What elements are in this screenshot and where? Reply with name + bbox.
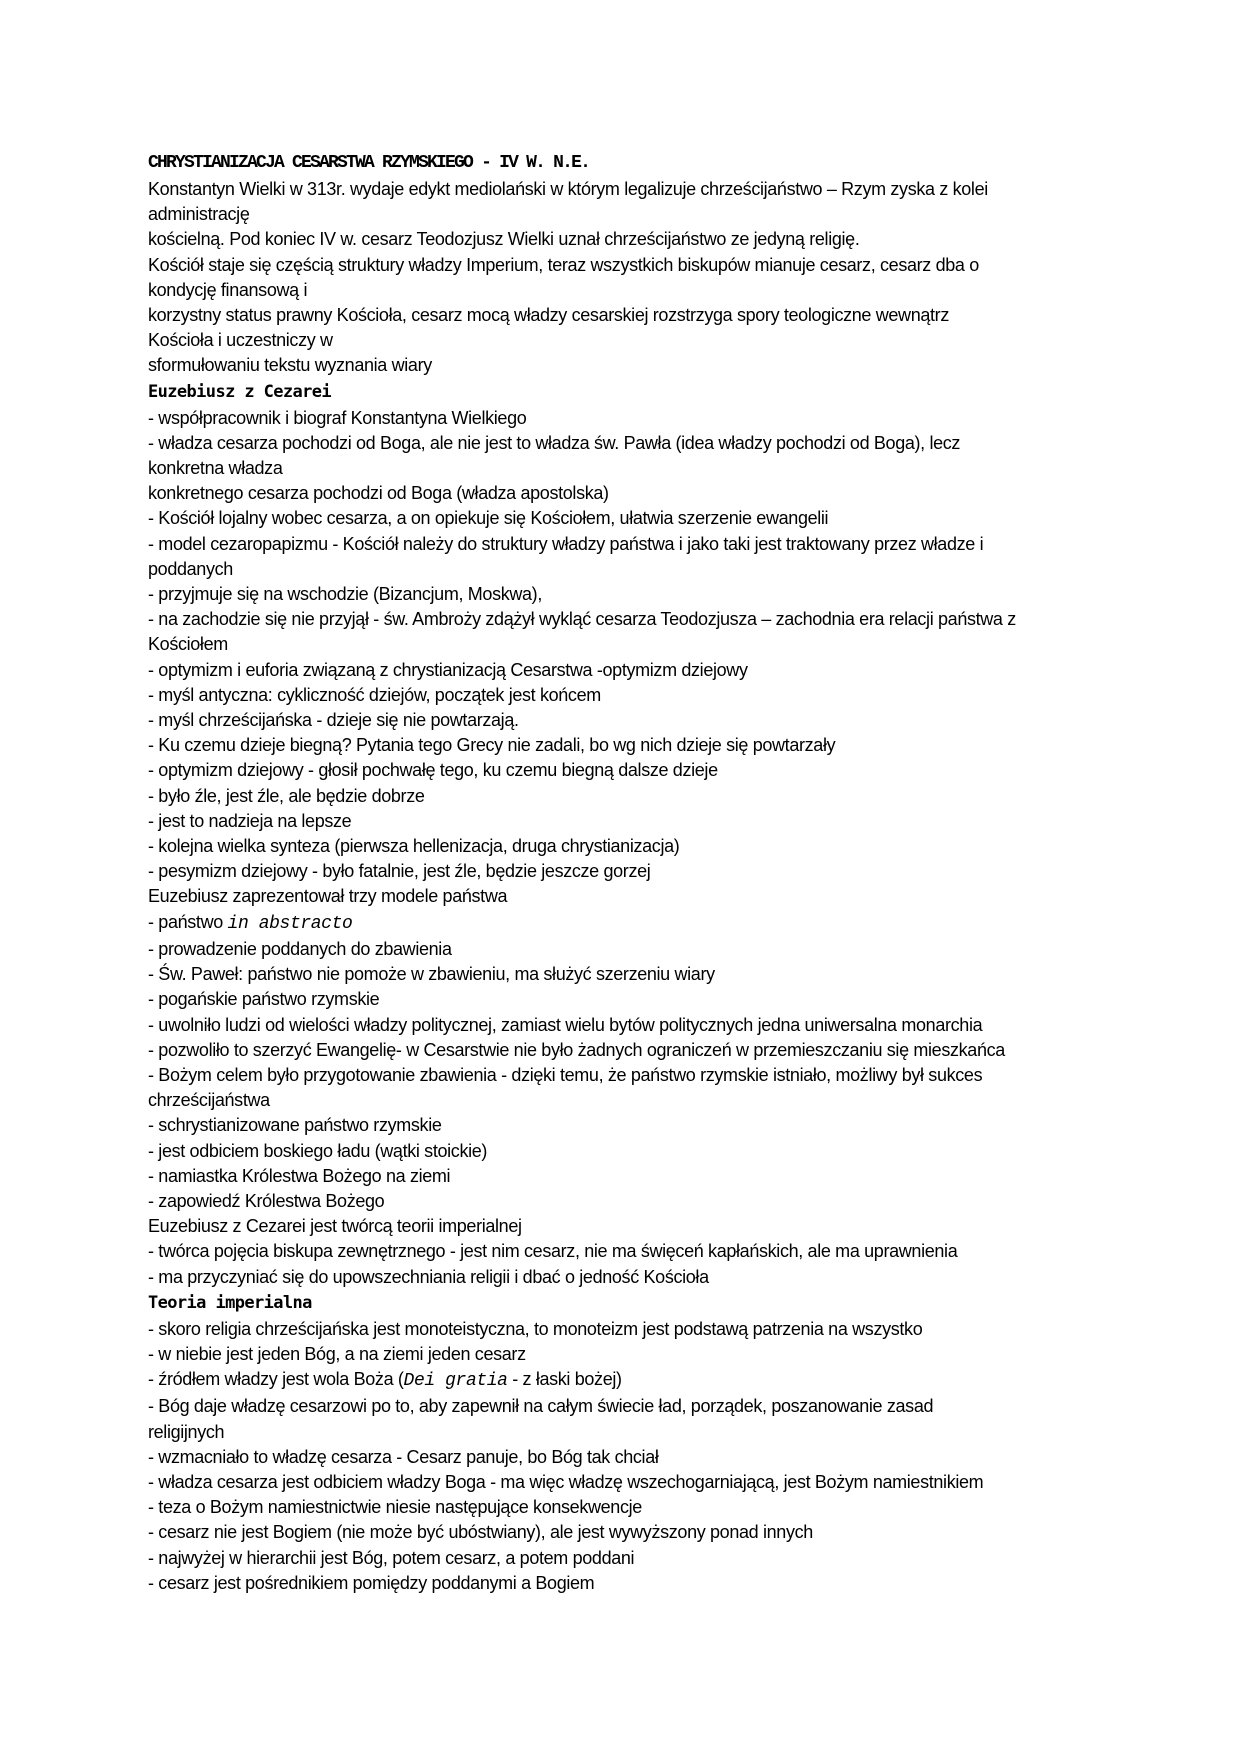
text-line: - optymizm i euforia związaną z chrystianizacją Cesarstwa -optymizm dziejowy [148,659,748,680]
text-line: - namiastka Królestwa Bożego na ziemi [148,1165,451,1186]
text-line: - jest odbiciem boskiego ładu (wątki stoickie) [148,1140,488,1161]
text-line: - twórca pojęcia biskupa zewnętrznego - jest nim cesarz, nie ma święceń kapłańskich, ale ma uprawnienia [148,1241,958,1262]
text-line: - Kościół lojalny wobec cesarza, a on opiekuje się Kościołem, ułatwia szerzenie ewangelii [148,508,829,529]
text-segment: - źródłem władzy jest wola Boża ( [148,1369,404,1390]
text-line: - myśl chrześcijańska - dzieje się nie powtarzają. [148,710,519,731]
intro-line: kościelną. Pod koniec IV w. cesarz Teodozjusz Wielki uznał chrześcijaństwo ze jedyną religię. [148,229,860,250]
text-line: - było źle, jest źle, ale będzie dobrze [148,785,425,806]
text-line: - model cezaropapizmu - Kościół należy do struktury władzy państwa i jako taki jest traktowany przez władze i [148,533,984,554]
text-line: - schrystianizowane państwo rzymskie [148,1115,442,1136]
text-line: - myśl antyczna: cykliczność dziejów, początek jest końcem [148,684,601,705]
text-line: - pesymizm dziejowy - było fatalnie, jest źle, będzie jeszcze gorzej [148,861,651,882]
intro-line: sformułowaniu tekstu wyznania wiary [148,355,432,376]
text-line: poddanych [148,558,233,579]
text-line: - cesarz jest pośrednikiem pomiędzy poddanymi a Bogiem [148,1572,595,1593]
document-page [148,150,1108,1596]
text-line: Kościołem [148,634,228,655]
text-segment: - z łaski bożej) [507,1369,622,1390]
text-line: - jest to nadzieja na lepsze [148,810,352,831]
text-line: - teza o Bożym namiestnictwie niesie następujące konsekwencje [148,1497,642,1518]
text-line: - Ku czemu dzieje biegną? Pytania tego Grecy nie zadali, bo wg nich dzieje się powtarzały [148,735,836,756]
text-line: - skoro religia chrześcijańska jest monoteistyczna, to monoteizm jest podstawą patrzenia na wszystko [148,1318,923,1339]
text-line: - władza cesarza jest odbiciem władzy Boga - ma więc władzę wszechogarniającą, jest Bożym namiestnikiem [148,1471,984,1492]
document-title: CHRYSTIANIZACJA CESARSTWA RZYMSKIEGO - IV W. N.E. [148,153,590,173]
text-line: - najwyżej w hierarchii jest Bóg, potem cesarz, a potem poddani [148,1547,635,1568]
text-line: - władza cesarza pochodzi od Boga, ale nie jest to władza św. Pawła (idea władzy pochodzi od Boga), lecz [148,432,961,453]
intro-line: korzystny status prawny Kościoła, cesarz mocą władzy cesarskiej rozstrzyga spory teologiczne wewnątrz [148,305,949,326]
text-line: konkretna władza [148,458,283,479]
intro-line: Konstantyn Wielki w 313r. wydaje edykt mediolański w którym legalizuje chrześcijaństwo – Rzym zyska z kolei [148,179,988,199]
text-line: - kolejna wielka synteza (pierwsza hellenizacja, druga chrystianizacja) [148,836,680,857]
text-line: - zapowiedź Królestwa Bożego [148,1190,385,1211]
intro-line: administrację [148,204,250,225]
intro-line: Kościoła i uczestniczy w [148,330,333,351]
text-line: - Św. Paweł: państwo nie pomoże w zbawieniu, ma służyć szerzeniu wiary [148,964,715,985]
text-line: konkretnego cesarza pochodzi od Boga (władza apostolska) [148,483,609,504]
text-line: chrześcijaństwa [148,1090,270,1111]
text-segment: - państwo [148,911,228,932]
text-line: religijnych [148,1421,225,1442]
text-line: - Bóg daje władzę cesarzowi po to, aby zapewnił na całym świecie ład, porządek, poszanowanie zasad [148,1396,934,1417]
latin-phrase: in abstracto [227,913,353,934]
text-line: - ma przyczyniać się do upowszechniania religii i dbać o jedność Kościoła [148,1266,709,1287]
text-line: - uwolniło ludzi od wielości władzy politycznej, zamiast wielu bytów politycznych jedna uniwersalna monarchia [148,1014,983,1035]
text-line: Euzebiusz zaprezentował trzy modele państwa [148,886,508,907]
text-line: - prowadzenie poddanych do zbawienia [148,938,452,959]
text-line: - pozwoliło to szerzyć Ewangelię- w Cesarstwie nie było żadnych ograniczeń w przemieszczaniu się mieszkańca [148,1039,1005,1060]
text-line: - na zachodzie się nie przyjął - św. Ambroży zdążył wykląć cesarza Teodozjusza – zachodnia era relacji państwa z [148,609,1016,630]
section-heading-teoria-imperialna: Teoria imperialna [148,1292,312,1313]
text-line: - cesarz nie jest Bogiem (nie może być ubóstwiany), ale jest wywyższony ponad innych [148,1522,813,1543]
text-line: - pogańskie państwo rzymskie [148,989,380,1010]
text-line-dei-gratia [148,1367,1108,1394]
text-line: - wzmacniało to władzę cesarza - Cesarz panuje, bo Bóg tak chciał [148,1446,659,1467]
latin-phrase: Dei gratia [403,1371,508,1392]
text-line: - Bożym celem było przygotowanie zbawienia - dzięki temu, że państwo rzymskie istniało, możliwy był sukces [148,1064,983,1085]
text-line: - w niebie jest jeden Bóg, a na ziemi jeden cesarz [148,1343,526,1364]
section-heading-euzebiusz: Euzebiusz z Cezarei [148,381,332,402]
text-line: - przyjmuje się na wschodzie (Bizancjum, Moskwa), [148,584,542,605]
intro-line: Kościół staje się częścią struktury władzy Imperium, teraz wszystkich biskupów mianuje cesarz, cesarz dba o [148,254,979,275]
text-line-in-abstracto [148,910,1108,937]
text-line: Euzebiusz z Cezarei jest twórcą teorii imperialnej [148,1216,522,1237]
text-line: - optymizm dziejowy - głosił pochwałę tego, ku czemu biegną dalsze dzieje [148,760,718,781]
text-line: - współpracownik i biograf Konstantyna Wielkiego [148,407,527,428]
intro-line: kondycję finansową i [148,279,308,300]
